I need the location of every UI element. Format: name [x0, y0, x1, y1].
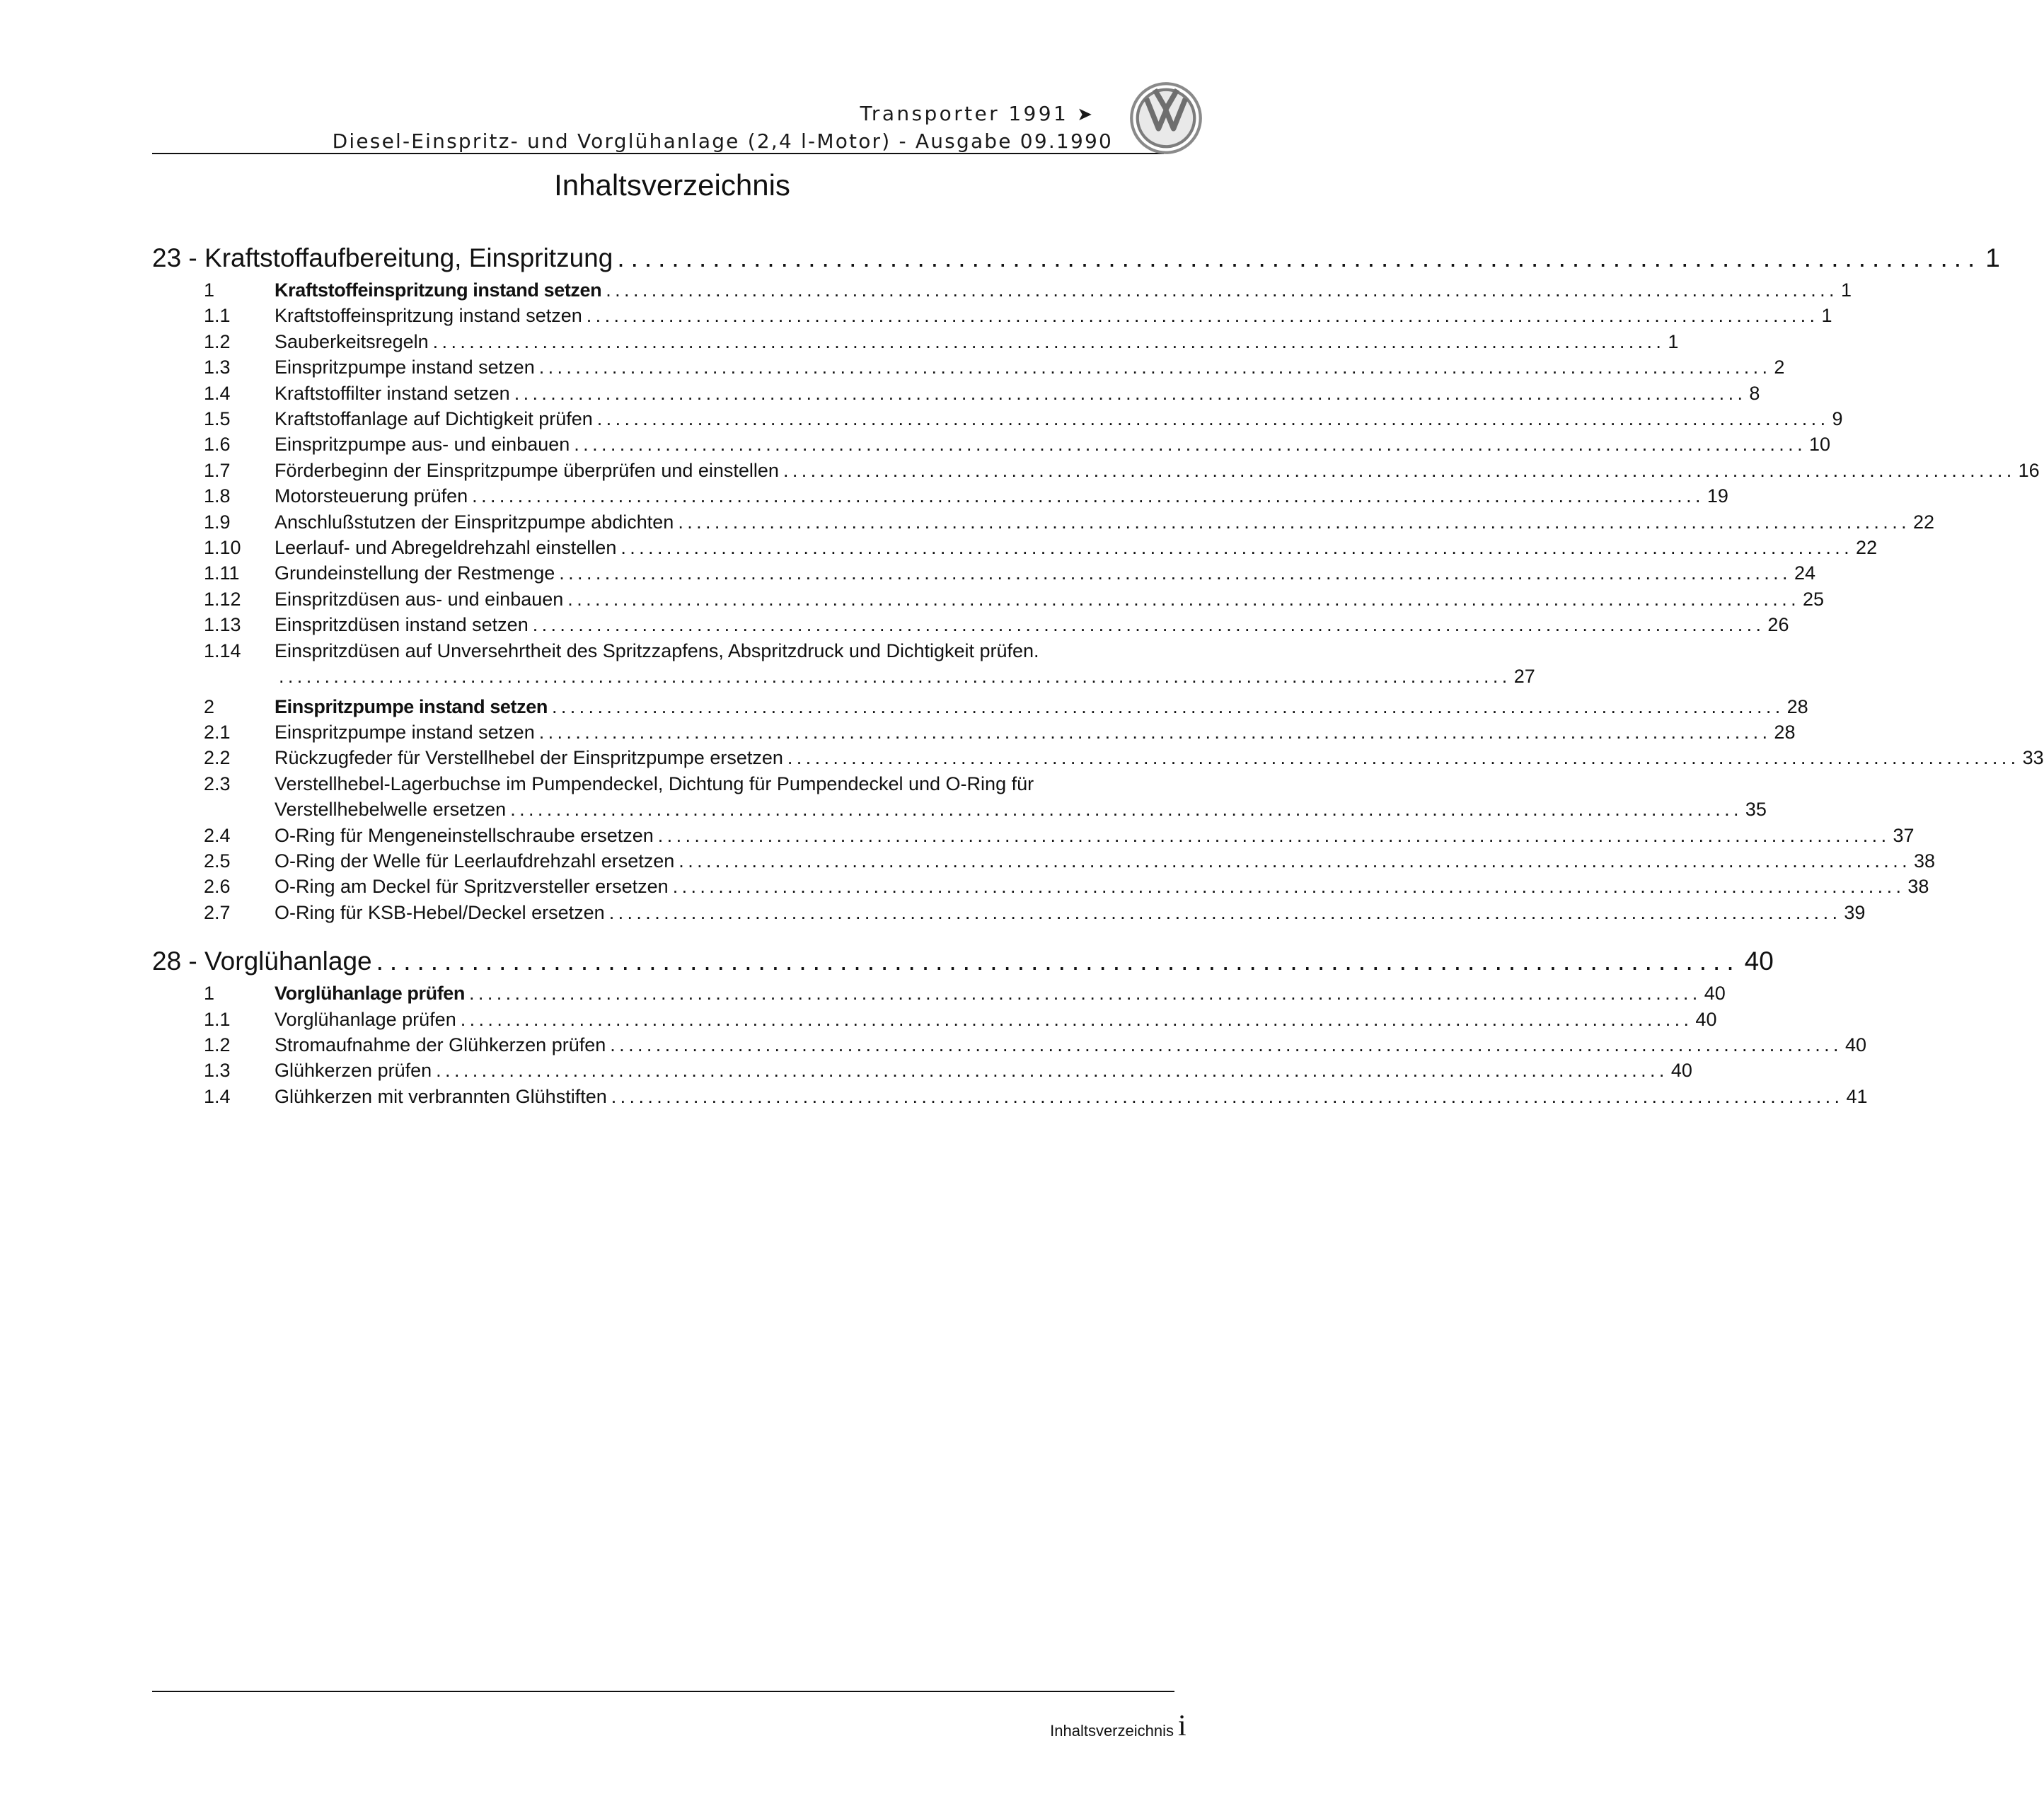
- entry-title: Motorsteuerung prüfen: [275, 485, 468, 507]
- entry-page: 40: [1670, 1060, 1692, 1082]
- dot-leader: .......................................................................................................................................: [551, 695, 1784, 717]
- page-title: Inhaltsverzeichnis: [554, 168, 790, 202]
- toc-entry[interactable]: [152, 406, 1843, 432]
- dot-leader: .......................................................................................................................................: [538, 721, 1772, 743]
- entry-title: Glühkerzen mit verbrannten Glühstiften: [275, 1085, 607, 1107]
- entry-title: Kraftstoffanlage auf Dichtigkeit prüfen: [275, 408, 593, 430]
- dot-leader: .......................................................................................................................................: [596, 408, 1830, 430]
- entry-page: 28: [1786, 695, 1808, 717]
- entry-number: 1.1: [204, 1008, 231, 1030]
- entry-number: 1.8: [204, 485, 231, 507]
- entry-page: 10: [1808, 434, 1831, 456]
- entry-page: 40: [1695, 1008, 1717, 1030]
- entry-title: Einspritzdüsen instand setzen: [275, 614, 529, 636]
- toc-entry[interactable]: [152, 535, 1878, 560]
- entry-page: 40: [1844, 1034, 1867, 1055]
- entry-page: 35: [1745, 799, 1767, 821]
- entry-number: 1.2: [204, 330, 231, 352]
- entry-page: 22: [1913, 511, 1935, 533]
- toc-entry[interactable]: [152, 848, 1936, 874]
- entry-title: Rückzugfeder für Verstellhebel der Einspritzpumpe ersetzen: [275, 747, 783, 769]
- entry-page: 9: [1832, 408, 1843, 430]
- header-model-line: [860, 102, 1092, 125]
- entry-number: 2.2: [204, 747, 231, 769]
- entry-number: 1.11: [204, 562, 240, 584]
- footer-section-label: Inhaltsverzeichnis: [1050, 1722, 1174, 1740]
- toc-entry[interactable]: [152, 694, 1808, 719]
- entry-number: 2.1: [204, 721, 231, 743]
- entry-page: 25: [1803, 588, 1825, 610]
- vw-logo-icon: [1128, 81, 1203, 156]
- entry-title: Einspritzdüsen auf Unversehrtheit des Spritzzapfens, Abspritzdruck und Dichtigkeit prüfen.: [275, 640, 1039, 661]
- dot-leader: ....................................................................................................: [376, 947, 1740, 976]
- header-rule: [152, 153, 1164, 154]
- toc-entry[interactable]: [152, 638, 1535, 690]
- entry-number: 1.2: [204, 1034, 231, 1055]
- entry-title: Kraftstoffilter instand setzen: [275, 382, 510, 404]
- dot-leader: .......................................................................................................................................: [657, 824, 1890, 846]
- entry-number: 1.5: [204, 408, 231, 430]
- toc-entry[interactable]: [152, 900, 1866, 925]
- entry-title: Kraftstoffeinspritzung instand setzen: [275, 279, 602, 301]
- entry-page: 1: [1821, 305, 1832, 327]
- entry-page: 1: [1840, 279, 1852, 301]
- toc-entry[interactable]: [152, 874, 1929, 899]
- toc-entry[interactable]: [152, 745, 2044, 770]
- table-of-contents: [152, 239, 2044, 1126]
- toc-chapter-28[interactable]: [152, 942, 1774, 980]
- dot-leader: .......................................................................................................................................: [783, 459, 2016, 481]
- entry-number: 2.4: [204, 824, 231, 846]
- entry-page: 1: [1668, 330, 1679, 352]
- entry-page: 33: [2022, 747, 2044, 769]
- header-subtitle: Diesel-Einspritz- und Vorglühanlage (2,4 l-Motor) - Ausgabe 09.1990: [332, 129, 1113, 153]
- footer-page-number: i: [1178, 1710, 1186, 1742]
- dot-leader: .......................................................................................................................................: [567, 588, 1800, 610]
- entry-page: 41: [1846, 1085, 1868, 1107]
- entry-page: 26: [1767, 614, 1789, 636]
- dot-leader: .......................................................................................................................................: [606, 279, 1838, 301]
- chapter-page: 40: [1744, 947, 1774, 976]
- entry-title: O-Ring am Deckel für Spritzversteller ersetzen: [275, 876, 669, 898]
- entry-number: 2.3: [204, 773, 231, 794]
- entry-title: O-Ring der Welle für Leerlaufdrehzahl ersetzen: [275, 850, 675, 872]
- entry-page: 38: [1914, 850, 1936, 872]
- dot-leader: .......................................................................................................................................: [514, 382, 1747, 404]
- entry-number: 2: [204, 695, 215, 717]
- toc-entry[interactable]: [152, 329, 1679, 354]
- entry-number: 1.7: [204, 459, 231, 481]
- entry-number: 1.13: [204, 614, 241, 636]
- toc-entry[interactable]: [152, 458, 2040, 483]
- entry-page: 40: [1704, 983, 1726, 1005]
- dot-leader: .......................................................................................................................................: [279, 666, 1511, 688]
- entry-number: 1.9: [204, 511, 231, 533]
- dot-leader: .......................................................................................................................................: [532, 614, 1765, 636]
- dot-leader: .......................................................................................................................................: [678, 511, 1911, 533]
- chapter-title: 28 - Vorglühanlage: [152, 947, 372, 976]
- entry-title: Förderbeginn der Einspritzpumpe überprüfen und einstellen: [275, 459, 779, 481]
- dot-leader: .......................................................................................................................................: [787, 747, 2020, 769]
- entry-page: 27: [1513, 666, 1535, 688]
- toc-entry[interactable]: [152, 354, 1785, 380]
- dot-leader: .......................................................................................................................................: [679, 850, 1911, 872]
- entry-title: Sauberkeitsregeln: [275, 330, 429, 352]
- entry-title: Kraftstoffeinspritzung instand setzen: [275, 305, 582, 327]
- dot-leader: .......................................................................................................................................: [611, 1085, 1844, 1107]
- toc-entry[interactable]: [152, 1032, 1867, 1058]
- entry-number: 1.3: [204, 357, 231, 378]
- entry-title: Glühkerzen prüfen: [275, 1060, 432, 1082]
- dot-leader: .......................................................................................................................................: [510, 799, 1743, 821]
- toc-entry[interactable]: [152, 586, 1825, 612]
- chapter-28-entries: [152, 980, 1868, 1109]
- toc-entry[interactable]: [152, 509, 1935, 535]
- toc-entry[interactable]: [152, 980, 1726, 1006]
- entry-page: 37: [1893, 824, 1915, 846]
- entry-number: 2.6: [204, 876, 231, 898]
- entry-page: 19: [1707, 485, 1728, 507]
- entry-page: 38: [1907, 876, 1929, 898]
- toc-entry[interactable]: [152, 719, 1796, 745]
- toc-entry[interactable]: [152, 560, 1815, 586]
- entry-title: Grundeinstellung der Restmenge: [275, 562, 555, 584]
- entry-number: 1.12: [204, 588, 241, 610]
- entry-page: 28: [1774, 721, 1796, 743]
- toc-entry[interactable]: [152, 771, 1767, 823]
- chapter-title: 23 - Kraftstoffaufbereitung, Einspritzung: [152, 243, 613, 272]
- entry-title: Vorglühanlage prüfen: [275, 983, 466, 1005]
- entry-number: 1.4: [204, 382, 231, 404]
- entry-title-line-2: Verstellhebelwelle ersetzen: [275, 799, 507, 821]
- dot-leader: .......................................................................................................................................: [432, 330, 1665, 352]
- dot-leader: .......................................................................................................................................: [620, 537, 1854, 559]
- entry-number: 1.1: [204, 305, 231, 327]
- dot-leader: .......................................................................................................................................: [436, 1060, 1668, 1082]
- toc-entry[interactable]: [152, 1084, 1868, 1109]
- toc-entry[interactable]: [152, 823, 1915, 848]
- entry-page: 39: [1844, 901, 1866, 923]
- arrow-right-icon: ➤: [1077, 104, 1092, 125]
- entry-number: 1: [204, 279, 215, 301]
- footer-rule: [152, 1691, 1174, 1692]
- entry-title: Einspritzpumpe instand setzen: [275, 695, 548, 717]
- entry-number: 1.4: [204, 1085, 231, 1107]
- header-model: Transporter 1991: [860, 102, 1069, 125]
- entry-title: O-Ring für KSB-Hebel/Deckel ersetzen: [275, 901, 605, 923]
- entry-number: 1.14: [204, 640, 241, 661]
- entry-number: 2.7: [204, 901, 231, 923]
- entry-number: 1.10: [204, 537, 241, 559]
- dot-leader: .......................................................................................................................................: [538, 357, 1772, 378]
- entry-page: 2: [1774, 357, 1785, 378]
- entry-page: 16: [2018, 459, 2040, 481]
- entry-number: 1.3: [204, 1060, 231, 1082]
- toc-entry[interactable]: [152, 1058, 1692, 1083]
- toc-entry[interactable]: [152, 612, 1789, 637]
- toc-chapter-23[interactable]: [152, 239, 2000, 277]
- toc-entry[interactable]: [152, 432, 1831, 457]
- dot-leader: .......................................................................................................................................: [559, 562, 1791, 584]
- entry-title: Vorglühanlage prüfen: [275, 1008, 456, 1030]
- entry-page: 24: [1794, 562, 1815, 584]
- entry-title: Leerlauf- und Abregeldrehzahl einstellen: [275, 537, 617, 559]
- entry-number: 2.5: [204, 850, 231, 872]
- toc-entry[interactable]: [152, 381, 1760, 406]
- dot-leader: .......................................................................................................................................: [460, 1008, 1693, 1030]
- dot-leader: .......................................................................................................................................: [608, 901, 1842, 923]
- entry-title: Einspritzpumpe instand setzen: [275, 721, 535, 743]
- toc-entry[interactable]: [152, 483, 1728, 509]
- dot-leader: .......................................................................................................................................: [610, 1034, 1842, 1055]
- chapter-23-entries: [152, 277, 2044, 925]
- dot-leader: .......................................................................................................................................: [472, 485, 1704, 507]
- toc-entry[interactable]: [152, 1007, 1717, 1032]
- entry-title: O-Ring für Mengeneinstellschraube ersetzen: [275, 824, 654, 846]
- dot-leader: ....................................................................................................: [617, 243, 1982, 272]
- entry-page: 22: [1856, 537, 1878, 559]
- entry-title: Einspritzdüsen aus- und einbauen: [275, 588, 564, 610]
- dot-leader: .......................................................................................................................................: [672, 876, 1905, 898]
- entry-page: 8: [1749, 382, 1760, 404]
- entry-title-line-1: Verstellhebel-Lagerbuchse im Pumpendeckel, Dichtung für Pumpendeckel und O-Ring für: [275, 773, 1034, 794]
- entry-title: Stromaufnahme der Glühkerzen prüfen: [275, 1034, 606, 1055]
- entry-title: Einspritzpumpe instand setzen: [275, 357, 535, 378]
- dot-leader: .......................................................................................................................................: [586, 305, 1819, 327]
- chapter-page: 1: [1985, 243, 2000, 272]
- dot-leader: .......................................................................................................................................: [574, 434, 1806, 456]
- entry-number: 1: [204, 983, 215, 1005]
- entry-title: Anschlußstutzen der Einspritzpumpe abdichten: [275, 511, 674, 533]
- entry-number: 1.6: [204, 434, 231, 456]
- toc-entry[interactable]: [152, 303, 1832, 328]
- toc-entry[interactable]: [152, 277, 1852, 303]
- dot-leader: .......................................................................................................................................: [469, 983, 1702, 1005]
- entry-title: Einspritzpumpe aus- und einbauen: [275, 434, 570, 456]
